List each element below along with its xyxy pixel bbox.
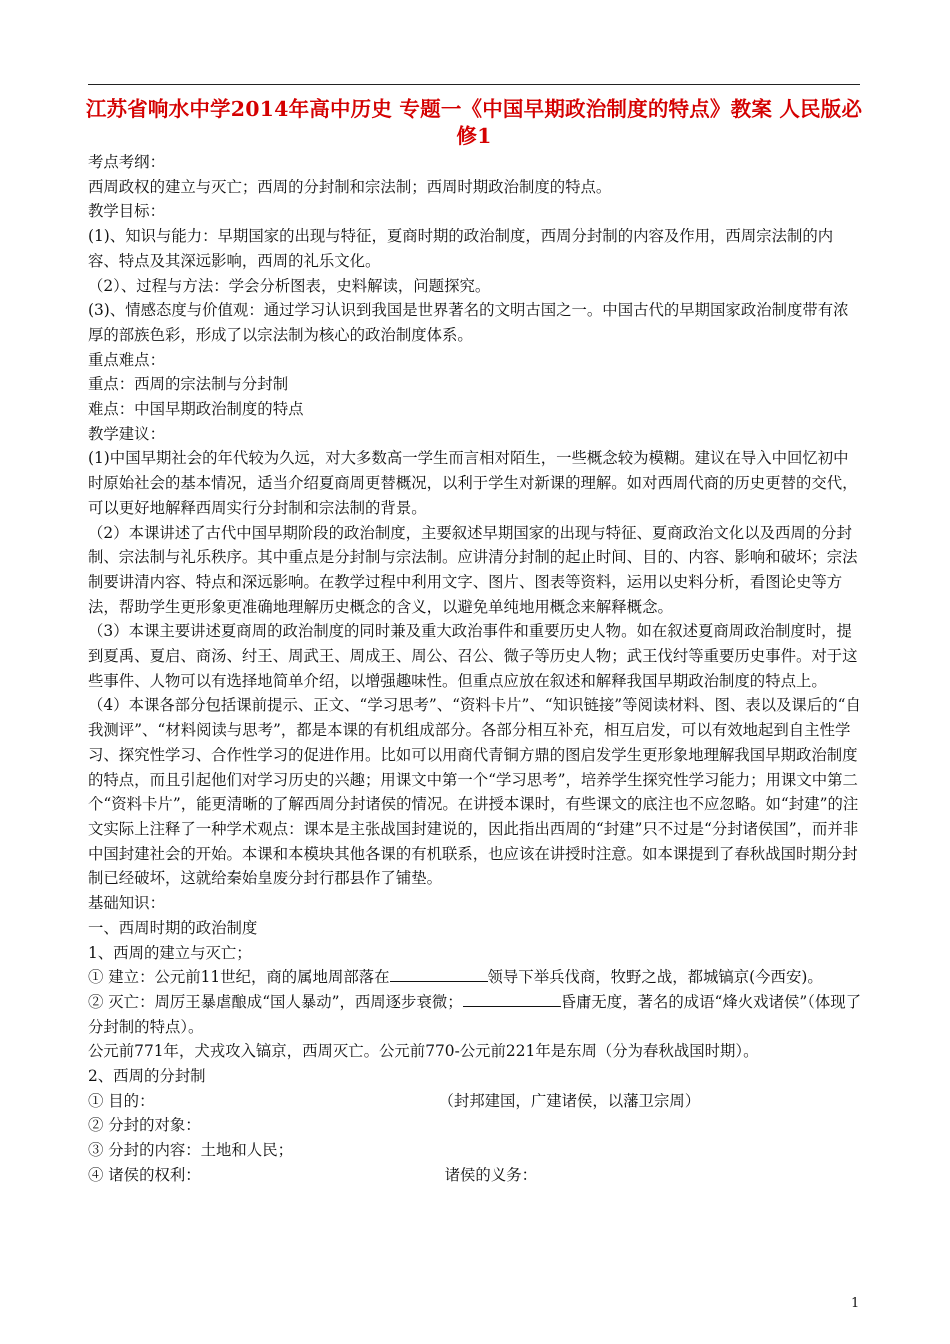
mubiao-heading: 教学目标： — [88, 202, 165, 221]
kaodian-text: 西周政权的建立与灭亡；西周的分封制和宗法制；西周时期政治制度的特点。 — [88, 177, 612, 196]
jichu-heading: 基础知识： — [88, 894, 165, 913]
top-rule — [88, 84, 860, 85]
part1-heading: 一、西周时期的政治制度 — [88, 918, 258, 937]
item2-d-rights: ④ 诸侯的权利： — [88, 1165, 201, 1184]
jianyi-2: （2）本课讲述了古代中国早期阶段的政治制度，主要叙述早期国家的出现与特征、夏商政治文化以及西周的分封制、宗法制与礼乐秩序。其中重点是分封制与宗法制。应讲清分封制的起止时间、目的、内容、影响和破坏；宗法制要讲清内容、特点和深远影响。在教学过程中利用文字、图片、图表等资料，运用以史料分析，看图论史等方法，帮助学生更形象更准确地理解历史概念的含义，以避免单纯地用概念来解释概念。 — [88, 523, 858, 616]
item2-a-label: ① 目的： — [88, 1091, 155, 1110]
item1-a-pre: ① 建立：公元前11世纪，商的属地周部落在 — [88, 968, 390, 987]
jianyi-1: (1)中国早期社会的年代较为久远，对大多数高一学生而言相对陌生，一些概念较为模糊。建议在导入中回忆初中时原始社会的基本情况，适当介绍夏商周更替概况，以利于学生对新课的理解。如对西周代商的历史更替的交代，可以更好地解释西周实行分封制和宗法制的背景。 — [88, 449, 858, 517]
item2-a-note: （封邦建国，广建诸侯，以藩卫宗周） — [438, 1091, 701, 1110]
jianyi-3: （3）本课主要讲述夏商周的政治制度的同时兼及重大政治事件和重要历史人物。如在叙述夏商周政治制度时，提到夏禹、夏启、商汤、纣王、周武王、周成王、周公、召公、微子等历史人物；武王伐纣等重要历史事件。对于这些事件、人物可以有选择地简单介绍，以增强趣味性。但重点应放在叙述和解释我国早期政治制度的特点上。 — [88, 622, 858, 690]
fill-blank-1 — [390, 967, 488, 982]
item1-heading: 1、西周的建立与灭亡； — [88, 943, 252, 962]
jianyi-4: （4）本课各部分包括课前提示、正文、“学习思考”、“资料卡片”、“知识链接”等阅读材料、图、表以及课后的“自我测评”、“材料阅读与思考”，都是本课的有机组成部分。各部分相互补充，相互启发，可以有效地起到自主性学习、探究性学习、合作性学习的促进作用。比如可以用商代青铜方鼎的图启发学生更形象地理解我国早期政治制度的特点，而且引起他们对学习历史的兴趣；用课文中第一个“学习思考”，培养学生探究性学习能力；用课文中第二个“资料卡片”，能更清晰的了解西周分封诸侯的情况。在讲授本课时，有些课文的底注也不应忽略。如“封建”的注文实际上注释了一种学术观点：课本是主张战国封建说的，因此指出西周的“封建”只不过是“分封诸侯国”，而并非中国封建社会的开始。本课和本模块其他各课的有机联系，也应该在讲授时注意。如本课提到了春秋战国时期分封制已经破坏，这就给秦始皇废分封行郡县作了铺垫。 — [88, 696, 861, 888]
item1-a — [88, 965, 862, 990]
document-body — [88, 150, 862, 1188]
item1-b-post: 昏庸无度，著名的成语“烽火戏诸侯”（体现了分封制的特点）。 — [88, 992, 862, 1036]
item2-a — [88, 1089, 862, 1114]
mubiao-1: (1)、知识与能力：早期国家的出现与特征，夏商时期的政治制度，西周分封制的内容及作用，西周宗法制的内容、特点及其深远影响，西周的礼乐文化。 — [88, 227, 834, 270]
fill-blank-2 — [463, 992, 561, 1007]
kaodian-heading: 考点考纲： — [88, 153, 165, 171]
jianyi-heading: 教学建议： — [88, 424, 165, 443]
item2-d-duties: 诸侯的义务： — [444, 1165, 537, 1184]
mubiao-3: (3)、情感态度与价值观：通过学习认识到我国是世界著名的文明古国之一。中国古代的早期国家政治制度带有浓厚的部族色彩，形成了以宗法制为核心的政治制度体系。 — [88, 301, 849, 344]
zhongnan-heading: 重点难点： — [88, 350, 165, 369]
item2-d — [88, 1163, 862, 1188]
document-title: 江苏省响水中学2014年高中历史 专题一《中国早期政治制度的特点》教案 人民版必修1 — [85, 97, 863, 148]
item2-heading: 2、西周的分封制 — [88, 1067, 206, 1086]
item2-b: ② 分封的对象： — [88, 1116, 201, 1135]
item1-c: 公元前771年，犬戎攻入镐京，西周灭亡。公元前770-公元前221年是东周（分为春秋战国时期）。 — [88, 1042, 759, 1061]
item1-b-pre: ② 灭亡：周厉王暴虐酿成“国人暴动”，西周逐步衰微； — [88, 992, 463, 1011]
item1-a-post: 领导下举兵伐商，牧野之战，都城镐京(今西安)。 — [487, 968, 823, 987]
zhongdian: 重点：西周的宗法制与分封制 — [88, 375, 289, 394]
nandian: 难点：中国早期政治制度的特点 — [88, 400, 304, 419]
page-number: 1 — [851, 1296, 860, 1311]
mubiao-2: （2）、过程与方法：学会分析图表，史料解读，问题探究。 — [88, 276, 491, 295]
item1-b — [88, 990, 862, 1039]
item2-c: ③ 分封的内容：土地和人民； — [88, 1141, 293, 1160]
